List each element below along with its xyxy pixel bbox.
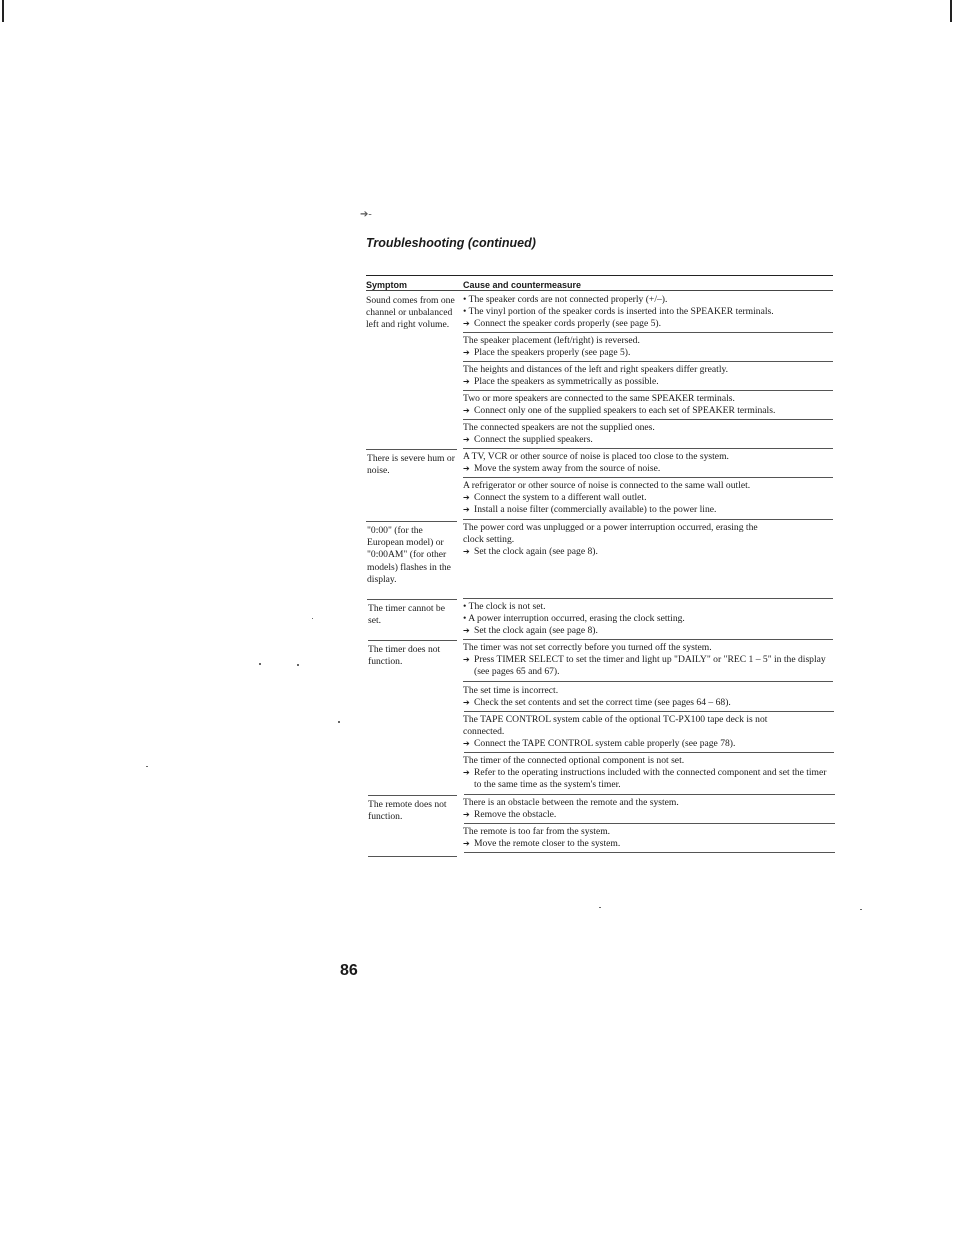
arrow-icon: ➔ [463, 377, 470, 387]
cause-text: The power cord was unplugged or a power interruption occurred, erasing the [463, 522, 758, 533]
cause-entry [463, 685, 835, 709]
entry-divider [464, 752, 834, 753]
countermeasure: ➔ Connect the TAPE CONTROL system cable properly (see page 78). [463, 738, 736, 750]
cause-text: The connected speakers are not the supplied ones. [463, 422, 655, 433]
scan-speck [312, 618, 313, 619]
symptom-divider [366, 449, 457, 450]
cause-text: The remote is too far from the system. [463, 826, 611, 837]
arrow-icon: ➔ [463, 406, 470, 416]
countermeasure: ➔ Install a noise filter (commercially available) to the power line. [463, 504, 717, 516]
cause-text: The heights and distances of the left and right speakers differ greatly. [463, 364, 729, 375]
arrow-mark: ➔- [360, 209, 372, 220]
symptom-clock-flashes: "0:00" (for the European model) or "0:00AM" (for other models) flashes in the display. [367, 525, 451, 585]
arrow-icon: ➔ [463, 839, 470, 849]
cause-text: • The vinyl portion of the speaker cords is inserted into the SPEAKER terminals. [463, 306, 774, 318]
cause-text: The timer of the connected optional component is not set. [463, 755, 685, 766]
cause-entry [463, 422, 835, 446]
entry-divider [464, 823, 835, 824]
cause-text: The TAPE CONTROL system cable of the optional TC-PX100 tape deck is not [463, 714, 768, 725]
entry-divider [463, 361, 833, 362]
entry-divider [463, 477, 833, 478]
table-bottom-rule [368, 856, 457, 857]
symptom-remote-not-function: The remote does not function. [368, 799, 447, 823]
arrow-icon: ➔ [463, 768, 470, 778]
entry-divider [463, 519, 833, 520]
section-title: Troubleshooting (continued) [366, 236, 536, 250]
symptom-sound-imbalance: Sound comes from one channel or unbalanced left and right volume. [366, 295, 455, 331]
scan-speck [860, 909, 862, 910]
table-top-rule [366, 275, 833, 276]
cause-entry [463, 480, 835, 517]
cause-text: connected. [463, 726, 505, 738]
cause-entry [463, 294, 835, 331]
countermeasure: ➔ Connect only one of the supplied speakers to each set of SPEAKER terminals. [463, 405, 776, 417]
arrow-icon: ➔ [463, 698, 470, 708]
cause-entry [463, 364, 835, 388]
cause-entry [463, 826, 835, 850]
arrow-icon: ➔ [463, 655, 470, 665]
countermeasure: ➔ Move the remote closer to the system. [463, 838, 621, 850]
symptom-hum-noise: There is severe hum or noise. [367, 453, 455, 477]
cause-text: A TV, VCR or other source of noise is placed too close to the system. [463, 451, 729, 462]
cause-text: Two or more speakers are connected to the same SPEAKER terminals. [463, 393, 735, 404]
cause-text: The timer was not set correctly before you turned off the system. [463, 642, 712, 653]
countermeasure: ➔ Connect the system to a different wall outlet. [463, 492, 647, 504]
page-number: 86 [340, 962, 358, 979]
table-bottom-rule [464, 852, 835, 853]
cause-entry [463, 755, 835, 792]
cause-text: • The clock is not set. [463, 601, 546, 612]
header-rule [366, 290, 833, 291]
cause-entry [463, 601, 835, 638]
countermeasure: ➔ Refer to the operating instructions included with the connected component and set the timer to the same time as the system's timer. [463, 767, 827, 791]
entry-divider [463, 448, 833, 449]
countermeasure: ➔ Check the set contents and set the correct time (see pages 64 – 68). [463, 697, 731, 709]
scan-speck [338, 721, 340, 723]
arrow-icon: ➔ [463, 435, 470, 445]
symptom-divider [368, 795, 457, 796]
entry-divider [464, 711, 834, 712]
arrow-icon: ➔ [463, 493, 470, 503]
entry-divider [463, 419, 833, 420]
arrow-icon: ➔ [463, 739, 470, 749]
cause-entry [463, 642, 835, 679]
cause-entry [463, 393, 835, 417]
scan-speck [146, 766, 148, 767]
entry-divider [463, 681, 833, 682]
cause-text: There is an obstacle between the remote and the system. [463, 797, 679, 808]
cause-text: • The speaker cords are not connected properly (+/–). [463, 294, 668, 305]
countermeasure: ➔ Place the speakers as symmetrically as possible. [463, 376, 659, 388]
cause-entry [463, 451, 835, 475]
arrow-icon: ➔ [463, 464, 470, 474]
countermeasure: ➔ Remove the obstacle. [463, 809, 557, 821]
countermeasure: ➔ Move the system away from the source of noise. [463, 463, 661, 475]
arrow-icon: ➔ [463, 348, 470, 358]
entry-divider [463, 390, 833, 391]
cause-text: A refrigerator or other source of noise is connected to the same wall outlet. [463, 480, 751, 491]
arrow-icon: ➔ [463, 505, 470, 515]
entry-divider [463, 332, 833, 333]
arrow-icon: ➔ [463, 319, 470, 329]
countermeasure: ➔ Connect the supplied speakers. [463, 434, 593, 446]
scan-edge-mark-right [950, 0, 952, 22]
symptom-divider [366, 521, 457, 522]
symptom-column-header: Symptom [366, 280, 408, 290]
symptom-timer-not-function: The timer does not function. [368, 644, 441, 668]
countermeasure: ➔ Place the speakers properly (see page 5). [463, 347, 631, 359]
cause-text: The set time is incorrect. [463, 685, 559, 696]
cause-entry [463, 522, 835, 559]
cause-text: The speaker placement (left/right) is reversed. [463, 335, 640, 346]
countermeasure: ➔ Connect the speaker cords properly (see page 5). [463, 318, 662, 330]
cause-entry [463, 797, 835, 821]
cause-text: • A power interruption occurred, erasing the clock setting. [463, 613, 685, 625]
cause-text: clock setting. [463, 534, 515, 546]
symptom-divider [367, 599, 457, 600]
symptom-divider [368, 640, 457, 641]
cause-entry [463, 335, 835, 359]
entry-divider [463, 639, 833, 640]
arrow-icon: ➔ [463, 547, 470, 557]
entry-divider [463, 598, 833, 599]
countermeasure: ➔ Press TIMER SELECT to set the timer and light up "DAILY" or "REC 1 – 5" in the display (see pages 65 and 67). [463, 654, 826, 678]
cause-column-header: Cause and countermeasure [463, 280, 582, 290]
scan-speck [297, 664, 299, 666]
scan-speck [599, 907, 601, 908]
scan-speck [259, 663, 261, 665]
entry-divider [464, 794, 835, 795]
arrow-icon: ➔ [463, 626, 470, 636]
scan-edge-mark-left [2, 0, 4, 22]
countermeasure: ➔ Set the clock again (see page 8). [463, 546, 598, 558]
symptom-timer-cannot-be-set: The timer cannot be set. [368, 603, 445, 627]
cause-entry [463, 714, 835, 751]
countermeasure: ➔ Set the clock again (see page 8). [463, 625, 598, 637]
arrow-icon: ➔ [463, 810, 470, 820]
